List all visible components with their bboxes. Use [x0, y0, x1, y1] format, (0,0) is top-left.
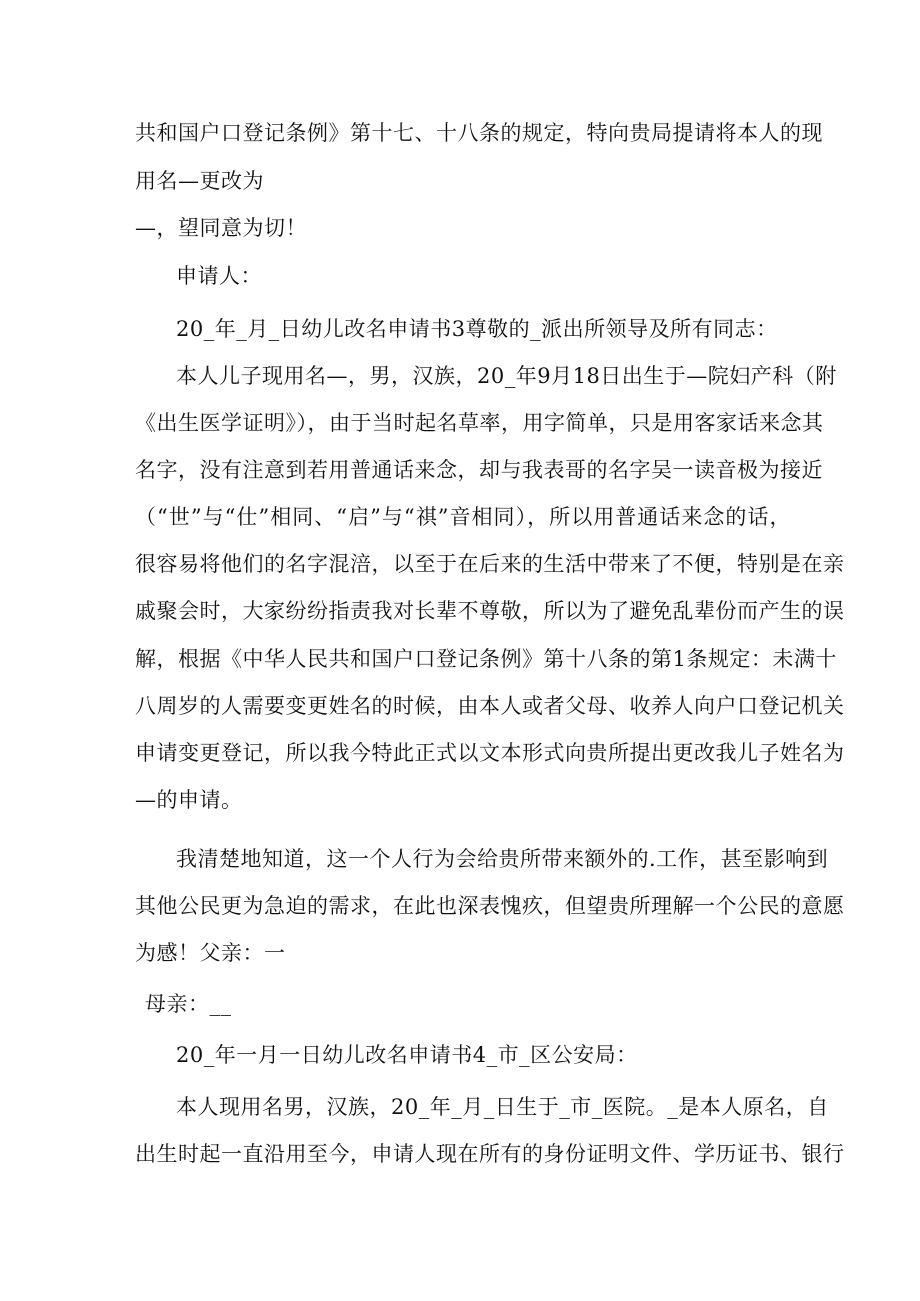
- text-line-2: 用名—更改为: [135, 169, 264, 193]
- text-line-11: 戚聚会时，大家纷纷指责我对长辈不尊敬，所以为了避免乱辈份而产生的误: [135, 599, 845, 623]
- text-line-22: 出生时起一直沿用至今，申请人现在所有的身份证明文件、学历证书、银行: [135, 1142, 845, 1166]
- text-line-7: 《出生医学证明》），由于当时起名草率，用字简单，只是用客家话来念其: [135, 411, 824, 435]
- text-line-5: 20_年_月_日幼儿改名申请书3尊敬的_派出所领导及所有同志：: [176, 317, 778, 341]
- text-line-9: （“世”与“仕”相同、“启”与“祺”音相同），所以用普通话来念的话，: [135, 505, 791, 529]
- text-line-12: 解，根据《中华人民共和国户口登记条例》第十八条的第1条规定：未满十: [135, 647, 837, 671]
- text-line-10: 很容易将他们的名字混涪，以至于在后来的生活中带来了不便，特别是在亲: [135, 552, 845, 576]
- text-line-15: —的申请。: [135, 788, 243, 812]
- text-line-17: 其他公民更为急迫的需求，在此也深表愧疚，但望贵所理解一个公民的意愿: [135, 894, 845, 918]
- text-line-16: 我清楚地知道，这一个人行为会给贵所带来额外的.工作，甚至影响到: [176, 847, 829, 871]
- mother-label: 母亲：__: [145, 992, 232, 1016]
- text-line-1: 共和国户口登记条例》第十七、十八条的规定，特向贵局提请将本人的现: [135, 121, 823, 145]
- text-line-20: 20_年一月一日幼儿改名申请书4_市_区公安局：: [176, 1043, 638, 1067]
- text-line-3: —，望同意为切！: [135, 216, 307, 240]
- text-line-6: 本人儿子现用名—，男，汉族，20_年9月18日出生于—院妇产科（附: [176, 364, 837, 388]
- applicant-label: 申请人：: [176, 264, 262, 288]
- text-line-8: 名字，没有注意到若用普通话来念，却与我表哥的名字吴一读音极为接近: [135, 458, 823, 482]
- text-line-18: 为感！父亲：一: [135, 941, 286, 965]
- text-line-21: 本人现用名男，汉族，20_年_月_日生于_市_医院。_是本人原名，自: [176, 1095, 829, 1119]
- text-line-14: 申请变更登记，所以我今特此正式以文本形式向贵所提出更改我儿子姓名为: [135, 741, 845, 765]
- text-line-13: 八周岁的人需要变更姓名的时候，由本人或者父母、收养人向户口登记机关: [135, 694, 845, 718]
